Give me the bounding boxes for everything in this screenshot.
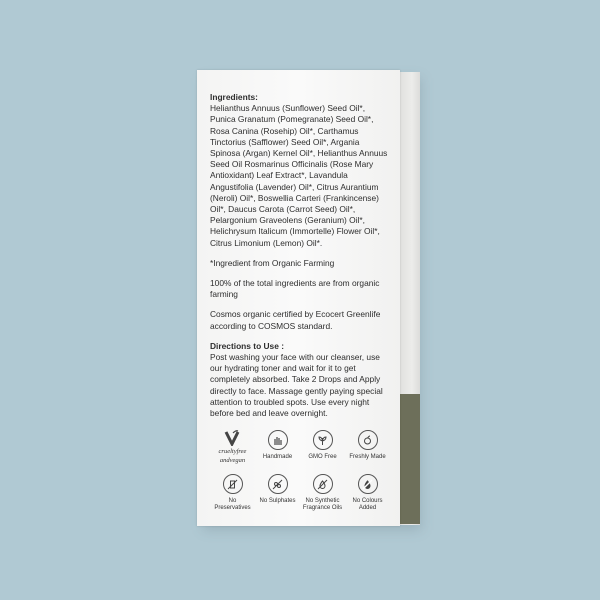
side-color-stripe: [400, 394, 420, 524]
handmade-label: Handmade: [262, 454, 293, 460]
gmo-free-label: GMO Free: [308, 454, 337, 460]
directions-heading: Directions to Use :: [210, 340, 284, 351]
label-text-block: [210, 92, 390, 428]
no-fragrance-icon: [313, 474, 333, 494]
badge-handmade: [255, 430, 300, 464]
no-sulphates-label: No Sulphates: [259, 498, 296, 504]
badge-cruelty-free: [210, 430, 255, 464]
leaf-icon: [313, 430, 333, 450]
badge-freshly-made: [345, 430, 390, 464]
cruelty-free-line2: andvegan: [219, 457, 246, 464]
no-colours-label: No Colours Added: [352, 498, 383, 511]
no-preservatives-icon: [223, 474, 243, 494]
badge-grid: [210, 430, 390, 512]
vegan-v-icon: [224, 430, 240, 446]
badge-no-preservatives: [210, 474, 255, 512]
no-sulphates-icon: [268, 474, 288, 494]
no-colours-icon: [358, 474, 378, 494]
hand-icon: [268, 430, 288, 450]
certification-text: Cosmos organic certified by Ecocert Greenlife according to COSMOS standard.: [210, 309, 381, 331]
organic-statement: 100% of the total ingredients are from organic farming: [210, 278, 380, 300]
cruelty-free-line1: crueltyfree: [218, 448, 247, 455]
badge-no-sulphates: [255, 474, 300, 512]
freshly-made-label: Freshly Made: [349, 454, 386, 460]
ingredients-heading: Ingredients:: [210, 92, 258, 102]
ingredients-list: Helianthus Annuus (Sunflower) Seed Oil*, Punica Granatum (Pomegranate) Seed Oil*, Rosa Canina (Rosehip) Oil*, Carthamus Tinctorius (Safflower) Seed Oil*, Argania Spinosa (Argan) Kernel Oil*, Helianthus Annuus Seed Oil Rosmarinus Officinalis (Rose Mary Antioxidant) Leaf Extract*, Lavandula Angustifolia (Lavender) Oil*, Citrus Aurantium (Neroli) Oil*, Boswellia Carteri (Frankincense) Oil*, Daucus Carota (Carrot Seed) Oil*, Pelargonium Graveolens (Geranium) Oil*, Helichrysum Italicum (Immortelle) Flower Oil*, Citrus Limonium (Lemon) Oil*.: [210, 103, 388, 248]
badge-gmo-free: [300, 430, 345, 464]
no-synthetic-fragrance-label: No Synthetic Fragrance Oils: [302, 498, 343, 511]
badge-no-synthetic-fragrance: [300, 474, 345, 512]
directions-text: Post washing your face with our cleanser, use our hydrating toner and wait for it to get completely absorbed. Take 2 Drops and Apply directly to face. Massage gently paying special attention to troubled spots. Use every night before bed and leave overnight.: [210, 352, 383, 419]
badge-no-colours: [345, 474, 390, 512]
no-preservatives-label: No Preservatives: [214, 498, 251, 511]
box-side-panel: [400, 72, 420, 525]
fresh-icon: [358, 430, 378, 450]
organic-footnote: *Ingredient from Organic Farming: [210, 257, 335, 268]
